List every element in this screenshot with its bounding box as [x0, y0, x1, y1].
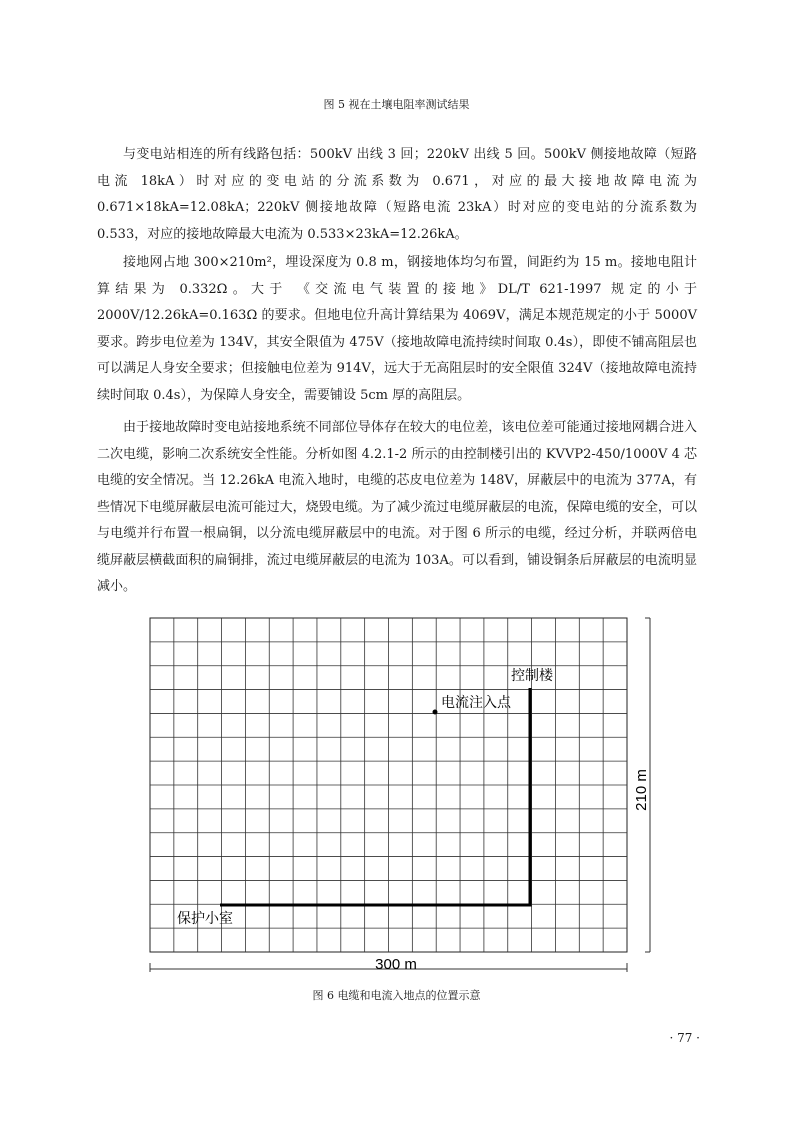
protection-room-label: 保护小室	[177, 910, 233, 926]
figure-5-caption: 图 5 视在土壤电阻率测试结果	[323, 98, 470, 111]
paragraph-1	[97, 142, 697, 248]
height-dimension-label: 210 m	[633, 769, 650, 811]
paragraph-2	[97, 250, 697, 409]
control-building-label: 控制楼	[511, 667, 553, 683]
injection-point-marker	[433, 710, 438, 715]
page-number: · 77 ·	[669, 1031, 700, 1045]
grid-lines	[150, 618, 627, 952]
width-dimension-label: 300 m	[375, 956, 417, 973]
paragraph-3-text: 由于接地故障时变电站接地系统不同部位导体存在较大的电位差，该电位差可能通过接地网耦合进入二次电缆，影响二次系统安全性能。分析如图 4.2.1-2 所示的由控制楼引出的 KVVP2-450/1000V 4 芯电缆的安全情况。当 12.26kA 电流入地时，电缆的芯皮电位差为 148V，屏蔽层中的电流为 377A，有些情况下电缆屏蔽层电流可能过大，烧毁电缆。为了减少流过电缆屏蔽层的电流，保障电缆的安全，可以与电缆并行布置一根扁铜，以分流电缆屏蔽层中的电流。对于图 6 所示的电缆，经过分析，并联两倍电缆屏蔽层横截面积的扁铜排，流过电缆屏蔽层的电流为 103A。可以看到，铺设铜条后屏蔽层的电流明显减小。	[97, 420, 697, 594]
paragraph-2-text: 接地网占地 300×210m²，埋设深度为 0.8 m，钢接地体均匀布置，间距约为 15 m。接地电阻计算结果为 0.332Ω。大于 《交流电气装置的接地》DL/T 621-1997 规定的小于 2000V/12.26kA=0.163Ω 的要求。但地电位升高计算结果为 4069V，满足本规范规定的小于 5000V 要求。跨步电位差为 134V，其安全限值为 475V（接地故障电流持续时间取 0.4s），即使不铺高阻层也可以满足人身安全要求；但接触电位差为 914V，远大于无高阻层时的安全限值 324V（接地故障电流持续时间取 0.4s），为保障人身安全，需要铺设 5cm 厚的高阻层。	[97, 255, 697, 403]
grounding-grid-figure	[140, 608, 660, 978]
figure-6-caption: 图 6 电缆和电流入地点的位置示意	[312, 989, 481, 1002]
paragraph-3	[97, 415, 697, 601]
paragraph-1-text: 与变电站相连的所有线路包括：500kV 出线 3 回；220kV 出线 5 回。500kV 侧接地故障（短路电流 18kA）时对应的变电站的分流系数为 0.671，对应的最大接地故障电流为 0.671×18kA=12.08kA；220kV 侧接地故障（短路电流 23kA）时对应的变电站的分流系数为 0.533，对应的接地故障最大电流为 0.533×23kA=12.26kA。	[97, 147, 697, 242]
injection-point-label: 电流注入点	[441, 694, 511, 710]
